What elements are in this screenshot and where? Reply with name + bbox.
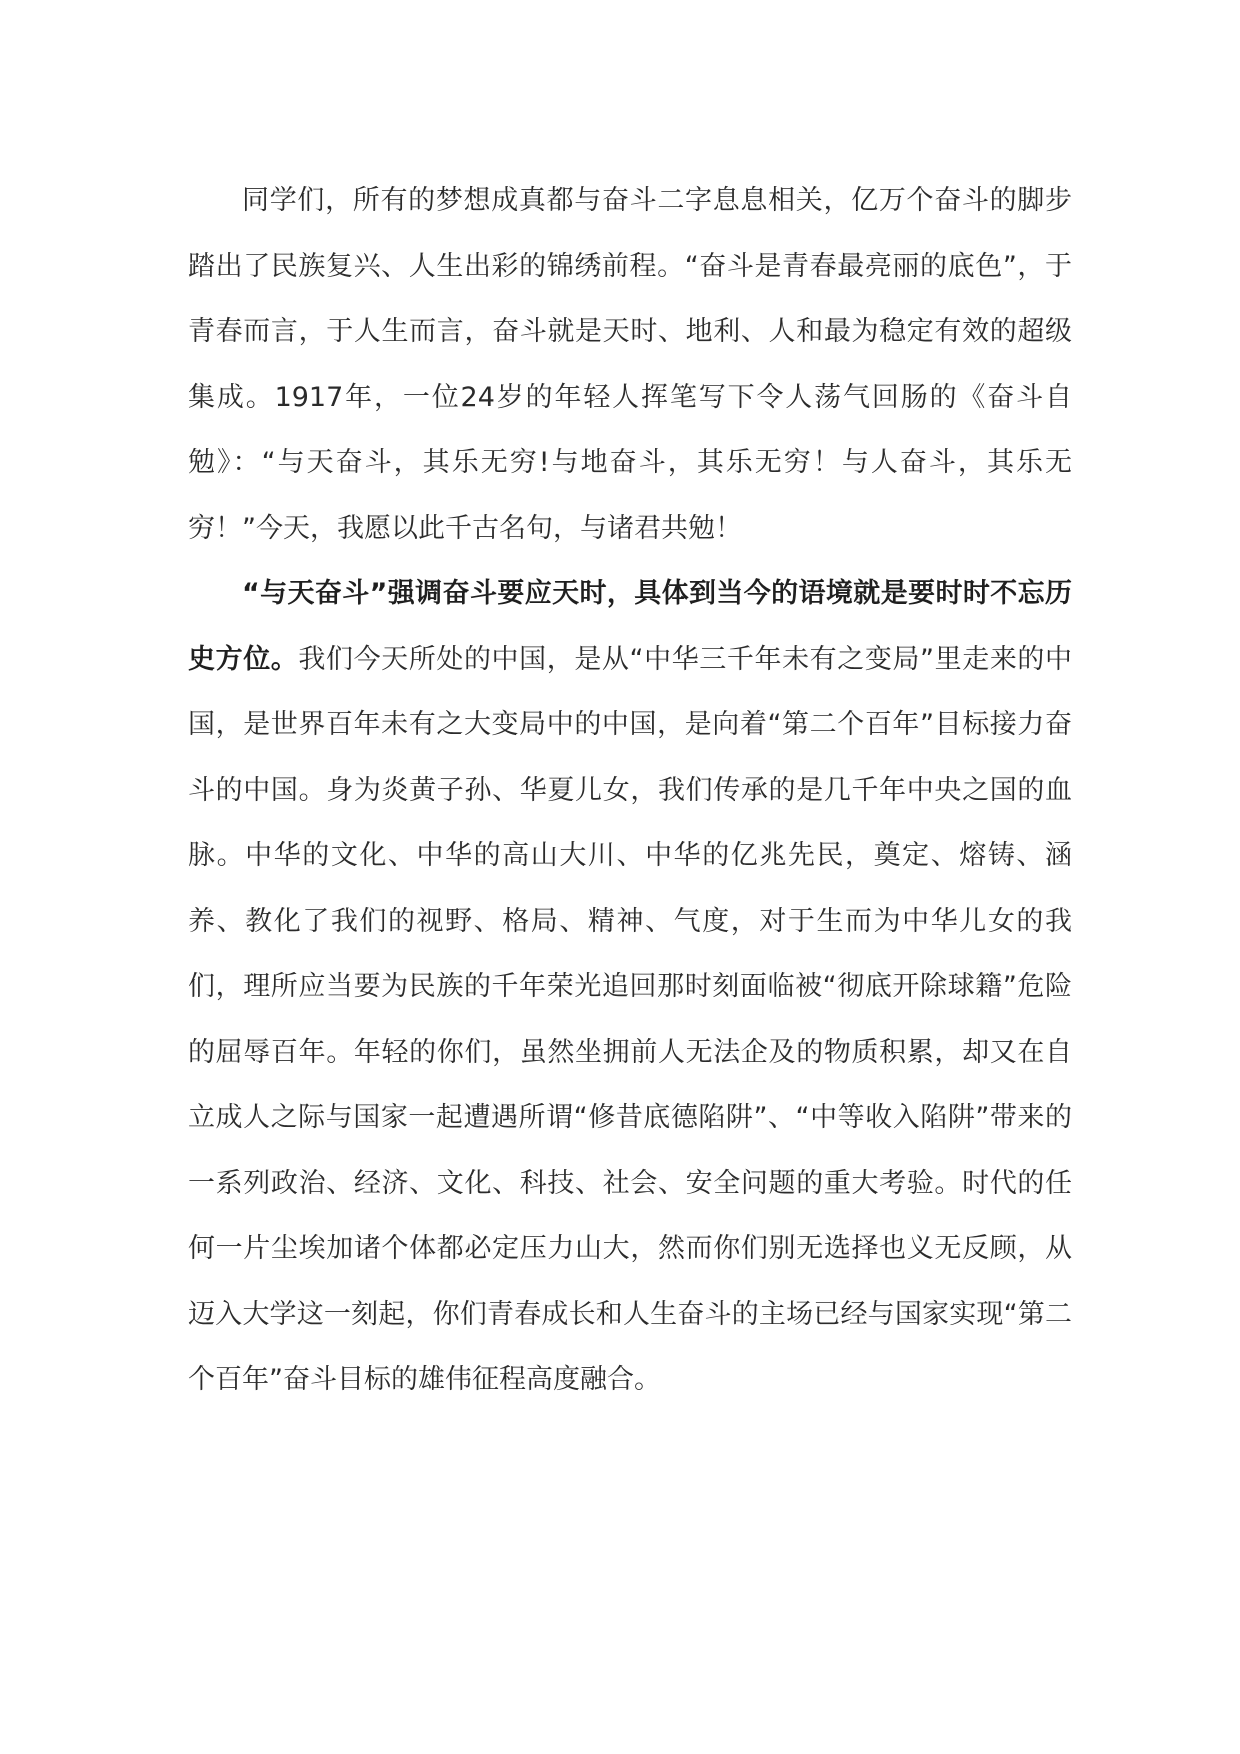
paragraph-2 bbox=[188, 561, 1072, 1413]
document-body bbox=[188, 168, 1072, 1413]
paragraph-2-lead: “与天奋斗”强调奋斗要应天时，具体到当今的语境就是要时时不忘历史方位。 bbox=[188, 578, 1072, 675]
paragraph-2-text: 我们今天所处的中国，是从“中华三千年未有之变局”里走来的中国，是世界百年未有之大变局中的中国，是向着“第二个百年”目标接力奋斗的中国。身为炎黄子孙、华夏儿女，我们传承的是几千年中央之国的血脉。中华的文化、中华的高山大川、中华的亿兆先民，奠定、熔铸、涵养、教化了我们的视野、格局、精神、气度，对于生而为中华儿女的我们，理所应当要为民族的千年荣光追回那时刻面临被“彻底开除球籍”危险的屈辱百年。年轻的你们，虽然坐拥前人无法企及的物质积累，却又在自立成人之际与国家一起遭遇所谓“修昔底德陷阱”、“中等收入陷阱”带来的一系列政治、经济、文化、科技、社会、安全问题的重大考验。时代的任何一片尘埃加诸个体都必定压力山大，然而你们别无选择也义无反顾，从迈入大学这一刻起，你们青春成长和人生奋斗的主场已经与国家实现“第二个百年”奋斗目标的雄伟征程高度融合。 bbox=[188, 643, 1073, 1395]
paragraph-1-text: 同学们，所有的梦想成真都与奋斗二字息息相关，亿万个奋斗的脚步踏出了民族复兴、人生出彩的锦绣前程。“奋斗是青春最亮丽的底色”，于青春而言，于人生而言，奋斗就是天时、地利、人和最为稳定有效的超级集成。1917年，一位24岁的年轻人挥笔写下令人荡气回肠的《奋斗自勉》：“与天奋斗，其乐无穷!与地奋斗，其乐无穷！与人奋斗，其乐无穷！”今天，我愿以此千古名句，与诸君共勉！ bbox=[188, 185, 1072, 544]
paragraph-1 bbox=[188, 168, 1072, 561]
